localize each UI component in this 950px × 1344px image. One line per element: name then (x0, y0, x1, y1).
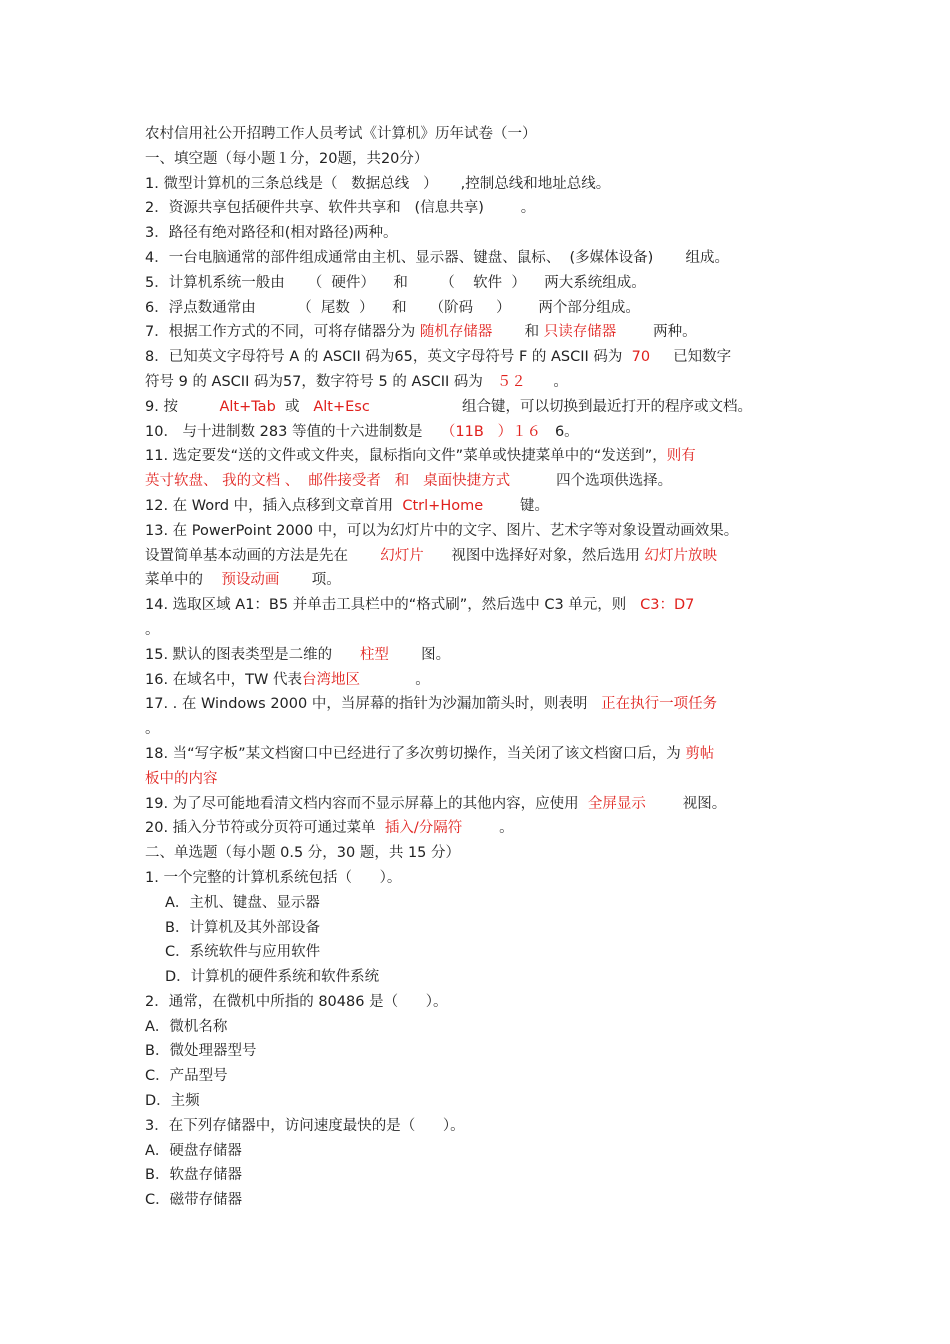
answer-text: 柱型 (359, 646, 389, 663)
answer-text: 70 (631, 349, 651, 366)
option-b: B．微处理器型号 (145, 1043, 257, 1060)
answer-text: 幻灯片放映 (644, 547, 718, 564)
choice-question-1: 1. 一个完整的计算机系统包括（ ）。 (145, 869, 402, 886)
question-8-line-2: 符号 9 的 ASCII 码为57，数字符号 5 的 ASCII 码为 ５２ 。 (145, 373, 568, 390)
question-14-line-1: 14. 选取区域 A1：B5 并单击工具栏中的“格式刷”，然后选中 C3 单元，则 C3：D7 (145, 597, 695, 614)
question-18-line-2 (145, 767, 820, 792)
choice-question-2: 2．通常，在微机中所指的 80486 是（ ）。 (145, 993, 448, 1010)
question-8-line-1: 8．已知英文字母符号 A 的 ASCII 码为65，英文字母符号 F 的 ASCII 码为 70 已知数字 (145, 349, 732, 366)
question-4: 4．一台电脑通常的部件组成通常由主机、显示器、键盘、鼠标、 (多媒体设备) 组成。 (145, 249, 730, 266)
answer-text: 只读存储器 (543, 324, 617, 341)
question-3: 3．路径有绝对路径和(相对路径)两种。 (145, 225, 398, 242)
question-13-line-2: 设置简单基本动画的方法是先在 幻灯片 视图中选择好对象，然后选用 幻灯片放映 (145, 547, 718, 564)
question-12: 12. 在 Word 中，插入点移到文章首用 Ctrl+Home 键。 (145, 497, 550, 514)
option-c: C．系统软件与应用软件 (165, 944, 321, 961)
question-16: 16. 在域名中，TW 代表台湾地区 。 (145, 671, 430, 688)
question-13-line-3: 菜单中的 预设动画 项。 (145, 572, 341, 589)
answer-text: 随机存储器 (419, 324, 493, 341)
option-c: C．产品型号 (145, 1068, 228, 1085)
option-a: A．主机、键盘、显示器 (165, 894, 320, 911)
question-17-line-2: 。 (145, 721, 160, 738)
question-15: 15. 默认的图表类型是二维的 柱型 图。 (145, 646, 451, 663)
answer-text: 插入/分隔符 (384, 820, 463, 837)
answer-text: 正在执行一项任务 (601, 696, 718, 713)
answer-text: ５２ (496, 373, 526, 390)
question-17-line-1: 17. . 在 Windows 2000 中，当屏幕的指针为沙漏加箭头时，则表明 正在执行一项任务 (145, 696, 718, 713)
answer-text: 全屏显示 (587, 795, 646, 812)
document-title: 农村信用社公开招聘工作人员考试《计算机》历年试卷（一） (145, 126, 537, 142)
section1-heading: 一、填空题（每小题１分，20题，共20分） (145, 150, 429, 167)
question-20: 20. 插入分节符或分页符可通过菜单 插入/分隔符 。 (145, 820, 514, 837)
question-13-line-1: 13. 在 PowerPoint 2000 中，可以为幻灯片中的文字、图片、艺术字等对象设置动画效果。 (145, 522, 739, 539)
question-11-line-1: 11. 选定要发“送的文件或文件夹，鼠标指向文件”菜单或快捷菜单中的“发送到”，则有 (145, 448, 696, 465)
answer-text: （11B ）１６ (440, 423, 542, 440)
answer-text: 板中的内容 (145, 770, 218, 787)
question-19: 19. 为了尽可能地看清文档内容而不显示屏幕上的其他内容，应使用 全屏显示 视图。 (145, 795, 727, 812)
exam-document (145, 122, 820, 1213)
answer-text: 则有 (666, 448, 696, 465)
option-d: D．计算机的硬件系统和软件系统 (165, 969, 380, 986)
question-7: 7．根据工作方式的不同，可将存储器分为 随机存储器 和 只读存储器 两种。 (145, 324, 697, 341)
question-14-line-2: 。 (145, 621, 160, 638)
choice-question-3: 3．在下列存储器中，访问速度最快的是（ ）。 (145, 1117, 465, 1134)
answer-text: 英寸软盘、 我的文档 、 邮件接受者 和 桌面快捷方式 (145, 473, 511, 490)
answer-text: 预设动画 (221, 572, 280, 589)
option-d: D．主频 (145, 1093, 200, 1110)
option-c: C．磁带存储器 (145, 1192, 243, 1209)
answer-text: Ctrl+Home (402, 497, 484, 514)
section2-heading: 二、单选题（每小题 0.5 分，30 题，共 15 分） (145, 845, 461, 862)
question-2: 2．资源共享包括硬件共享、软件共享和 (信息共享) 。 (145, 200, 536, 217)
answer-text: 幻灯片 (380, 547, 424, 564)
answer-text: Alt+Esc (313, 398, 370, 415)
option-a: A．微机名称 (145, 1018, 228, 1035)
option-b: B．计算机及其外部设备 (165, 919, 320, 936)
question-9: 9. 按 Alt+Tab 或 Alt+Esc 组合键，可以切换到最近打开的程序或文档。 (145, 398, 752, 415)
answer-text: Alt+Tab (219, 398, 276, 415)
question-1: 1. 微型计算机的三条总线是（ 数据总线 ） ,控制总线和地址总线。 (145, 175, 611, 192)
question-6: 6．浮点数通常由 （ 尾数 ） 和 （阶码 ） 两个部分组成。 (145, 299, 640, 316)
question-5: 5．计算机系统一般由 （ 硬件） 和 （ 软件 ） 两大系统组成。 (145, 274, 646, 291)
answer-text: 台湾地区 (301, 671, 360, 688)
question-18-line-1: 18. 当“写字板”某文档窗口中已经进行了多次剪切操作，当关闭了该文档窗口后，为 剪帖 (145, 745, 715, 762)
answer-text: C3：D7 (640, 597, 695, 614)
answer-text: 剪帖 (685, 745, 715, 762)
question-10: 10． 与十进制数 283 等值的十六进制数是 （11B ）１６ 6。 (145, 423, 579, 440)
option-a: A．硬盘存储器 (145, 1142, 242, 1159)
question-11-line-2: 英寸软盘、 我的文档 、 邮件接受者 和 桌面快捷方式 四个选项供选择。 (145, 473, 673, 490)
option-b: B．软盘存储器 (145, 1167, 242, 1184)
